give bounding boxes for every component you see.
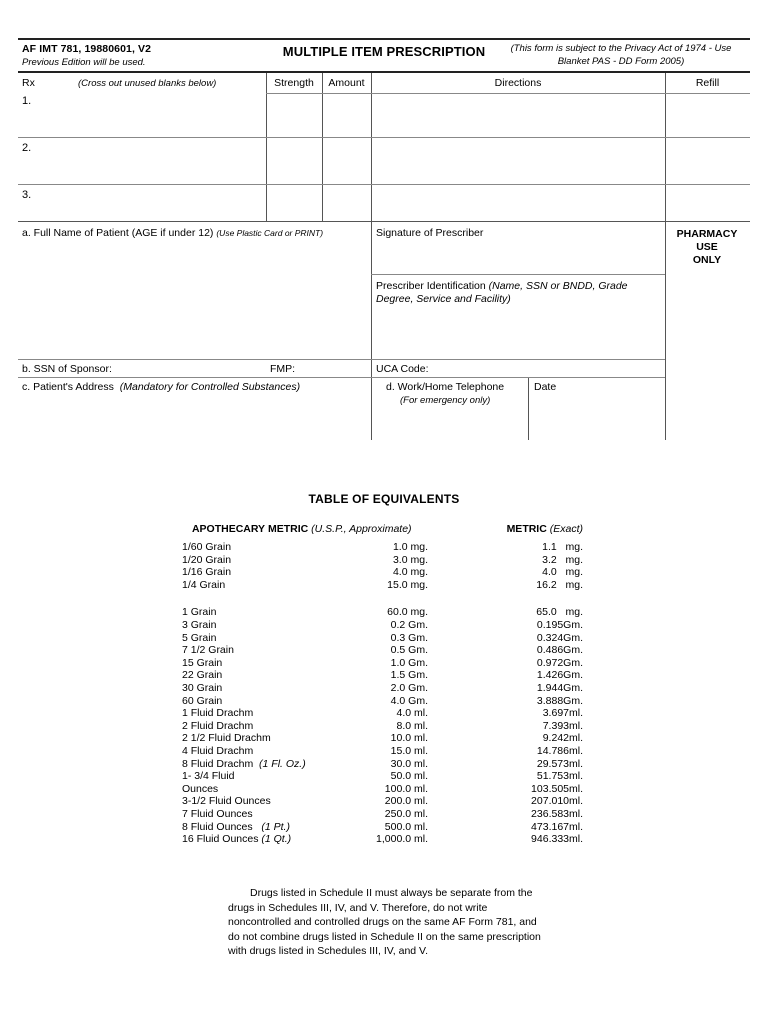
ssn-row-divider xyxy=(18,359,665,360)
patient-full-name-note: (Use Plastic Card or PRINT) xyxy=(216,228,324,238)
equivalents-row xyxy=(0,554,768,567)
equivalents-apothecary-value: 7 Fluid Ounces xyxy=(182,808,253,820)
equivalents-approximate-value: 60.0 mg. xyxy=(387,606,428,619)
column-header-amount: Amount xyxy=(328,77,365,89)
signature-of-prescriber-label: Signature of Prescriber xyxy=(376,227,484,239)
equivalents-exact-value: 65.0 mg. xyxy=(536,606,583,619)
equivalents-header-approx-bold: METRIC xyxy=(268,523,309,535)
col-divider-amount xyxy=(322,73,323,221)
equivalents-row xyxy=(0,669,768,682)
equivalents-apothecary-value: 8 Fluid Drachm (1 Fl. Oz.) xyxy=(182,757,306,770)
prescriber-identification-text: Prescriber Identification xyxy=(376,280,486,292)
equivalents-approximate-value: 200.0 ml. xyxy=(384,795,428,808)
equivalents-header-exact xyxy=(420,523,583,535)
equivalents-approximate-value: 1,000.0 ml. xyxy=(376,833,428,846)
rx-row-number-3: 3. xyxy=(22,189,32,201)
equivalents-approximate-value: 0.2 Gm. xyxy=(390,619,428,631)
equivalents-exact-value: 16.2 mg. xyxy=(536,578,583,591)
equivalents-exact-value: 1.426Gm. xyxy=(536,669,583,682)
equivalents-exact-value: 29.573ml. xyxy=(536,757,583,770)
signature-bottom-divider xyxy=(371,274,665,275)
rx-row-divider-1 xyxy=(18,137,750,138)
patient-address-note: (Mandatory for Controlled Substances) xyxy=(119,381,301,393)
col-divider-strength xyxy=(266,73,267,221)
equivalents-exact-value: 0.195Gm. xyxy=(536,619,583,631)
equivalents-row xyxy=(0,783,768,796)
equivalents-apothecary-value: 1 Grain xyxy=(182,606,217,619)
equivalents-apothecary-value: Ounces xyxy=(182,782,219,795)
rx-row-divider-2 xyxy=(18,184,750,185)
equivalents-approximate-value: 10.0 ml. xyxy=(390,732,428,745)
cross-out-note: (Cross out unused blanks below) xyxy=(78,78,217,89)
equivalents-exact-value: 207.010ml. xyxy=(531,795,583,808)
equivalents-row xyxy=(0,682,768,695)
address-row-divider xyxy=(18,377,665,378)
equivalents-apothecary-value: 2 1/2 Fluid Drachm xyxy=(182,732,271,745)
pharmacy-use-only-line-1: PHARMACY xyxy=(676,228,738,240)
prescriber-identification-note-1: (Name, SSN or BNDD, Grade xyxy=(488,280,628,292)
equivalents-approximate-value: 3.0 mg. xyxy=(392,553,428,566)
equivalents-exact-value: 103.505ml. xyxy=(531,782,583,795)
equivalents-approximate-value: 15.0 ml. xyxy=(390,745,428,757)
equivalents-exact-value: 3.2 mg. xyxy=(542,553,583,566)
equivalents-row xyxy=(0,619,768,632)
patient-full-name-text: a. Full Name of Patient (AGE if under 12) xyxy=(22,227,214,239)
equivalents-approximate-value: 1.0 mg. xyxy=(392,541,428,553)
equivalents-table xyxy=(0,523,768,853)
equivalents-apothecary-value: 22 Grain xyxy=(182,669,223,682)
equivalents-row xyxy=(0,758,768,771)
uca-code-label: UCA Code: xyxy=(376,363,429,375)
equivalents-apothecary-value: 15 Grain xyxy=(182,656,223,669)
telephone-label-text: d. Work/Home Telephone xyxy=(386,381,505,393)
equivalents-row xyxy=(0,657,768,670)
equivalents-exact-value: 946.333ml. xyxy=(531,833,583,846)
equivalents-exact-value: 4.0 mg. xyxy=(542,566,583,579)
telephone-note: (For emergency only) xyxy=(400,395,491,406)
equivalents-exact-value: 1.1 mg. xyxy=(542,541,583,553)
equivalents-exact-value: 236.583ml. xyxy=(531,808,583,820)
equivalents-header-exact-italic: (Exact) xyxy=(549,523,583,535)
equivalents-apothecary-value: 16 Fluid Ounces (1 Qt.) xyxy=(182,833,292,846)
equivalents-approximate-value: 4.0 ml. xyxy=(396,707,428,720)
patient-full-name-label xyxy=(22,227,323,240)
prescription-form xyxy=(18,38,750,440)
equivalents-row xyxy=(0,606,768,619)
equivalents-apothecary-value: 1/4 Grain xyxy=(182,578,226,591)
rx-header-underline xyxy=(266,93,750,94)
equivalents-row xyxy=(0,732,768,745)
equivalents-header-apothecary-text: APOTHECARY xyxy=(191,523,266,535)
equivalents-exact-value: 7.393ml. xyxy=(542,719,583,732)
col-divider-signature-left xyxy=(371,222,372,440)
equivalents-row xyxy=(0,795,768,808)
table-of-equivalents xyxy=(0,492,768,853)
equivalents-apothecary-value: 5 Grain xyxy=(182,631,217,644)
equivalents-row xyxy=(0,745,768,758)
equivalents-exact-value: 0.972Gm. xyxy=(536,656,583,669)
equivalents-approximate-value: 30.0 ml. xyxy=(390,757,428,770)
equivalents-exact-value: 14.786ml. xyxy=(536,745,583,757)
pharmacy-use-only-label xyxy=(664,228,750,267)
equivalents-exact-value: 473.167ml. xyxy=(531,820,583,833)
form-identifier: AF IMT 781, 19880601, V2 xyxy=(22,43,152,55)
page-title: MULTIPLE ITEM PRESCRIPTION xyxy=(282,44,486,59)
pharmacy-use-only-line-3: ONLY xyxy=(692,254,722,266)
equivalents-approximate-value: 100.0 ml. xyxy=(384,782,428,795)
equivalents-approximate-value: 8.0 ml. xyxy=(396,719,428,732)
equivalents-approximate-value: 4.0 Gm. xyxy=(390,694,428,707)
equivalents-exact-value: 9.242ml. xyxy=(542,732,583,745)
equivalents-apothecary-value: 1/16 Grain xyxy=(182,566,232,579)
equivalents-row xyxy=(0,541,768,554)
pharmacy-use-only-line-2: USE xyxy=(696,241,718,253)
equivalents-row xyxy=(0,808,768,821)
rx-label: Rx xyxy=(22,77,35,89)
equivalents-exact-value: 3.888Gm. xyxy=(536,694,583,707)
equivalents-row xyxy=(0,579,768,592)
equivalents-exact-value: 0.324Gm. xyxy=(536,631,583,644)
equivalents-exact-value: 0.486Gm. xyxy=(536,644,583,657)
telephone-label xyxy=(386,381,504,407)
equivalents-approximate-value: 2.0 Gm. xyxy=(390,682,428,694)
patient-prescriber-block xyxy=(18,222,750,440)
equivalents-approximate-value: 500.0 ml. xyxy=(384,820,428,833)
rx-row-number-2: 2. xyxy=(22,142,32,154)
schedule-ii-footnote: Drugs listed in Schedule II must always be separate from the drugs in Schedules III, IV, and V. Therefore, do not write noncontrolled and controlled drugs on the same AF Form 781, and do not combine drugs listed in Schedule II on the same prescription with drugs listed in Schedules III, IV, and V. xyxy=(228,887,541,958)
equivalents-row xyxy=(0,644,768,657)
equivalents-approximate-value: 4.0 mg. xyxy=(392,566,428,579)
equivalents-apothecary-value: 30 Grain xyxy=(182,682,223,694)
date-label: Date xyxy=(534,381,557,393)
equivalents-apothecary-value: 3-1/2 Fluid Ounces xyxy=(182,795,271,808)
equivalents-exact-value: 3.697ml. xyxy=(542,707,583,720)
equivalents-approximate-value: 0.5 Gm. xyxy=(390,644,428,657)
col-divider-directions xyxy=(371,73,372,221)
equivalents-row xyxy=(0,707,768,720)
equivalents-approximate-value: 250.0 ml. xyxy=(384,808,428,820)
column-header-directions: Directions xyxy=(494,77,542,89)
equivalents-apothecary-value: 1 Fluid Drachm xyxy=(182,707,254,720)
fmp-label: FMP: xyxy=(270,363,296,375)
previous-edition-note: Previous Edition will be used. xyxy=(22,57,146,68)
form-title-row xyxy=(18,40,750,71)
equivalents-apothecary-value: 4 Fluid Drachm xyxy=(182,745,254,757)
col-divider-date-left xyxy=(528,377,529,440)
equivalents-header-exact-bold: METRIC xyxy=(506,523,547,535)
equivalents-exact-value: 1.944Gm. xyxy=(536,682,583,694)
patient-address-label xyxy=(22,381,300,394)
equivalents-approximate-value: 1.5 Gm. xyxy=(390,669,428,682)
equivalents-exact-value: 51.753ml. xyxy=(536,770,583,783)
equivalents-row xyxy=(0,720,768,733)
equivalents-approximate-value: 15.0 mg. xyxy=(387,578,428,591)
equivalents-apothecary-value: 7 1/2 Grain xyxy=(182,644,234,657)
equivalents-row xyxy=(0,821,768,834)
rx-row-number-1: 1. xyxy=(22,95,32,107)
equivalents-row xyxy=(0,770,768,783)
equivalents-approximate-value: 1.0 Gm. xyxy=(390,656,428,669)
equivalents-apothecary-value: 1- 3/4 Fluid xyxy=(182,770,235,783)
equivalents-apothecary-value: 1/20 Grain xyxy=(182,553,232,566)
patient-address-text: c. Patient's Address xyxy=(22,381,114,393)
equivalents-approximate-value: 50.0 ml. xyxy=(390,770,428,783)
equivalents-row xyxy=(0,632,768,645)
ssn-of-sponsor-label: b. SSN of Sponsor: xyxy=(22,363,112,375)
equivalents-apothecary-value: 3 Grain xyxy=(182,619,217,631)
col-divider-refill xyxy=(665,73,666,221)
equivalents-row xyxy=(0,566,768,579)
equivalents-title: TABLE OF EQUIVALENTS xyxy=(308,492,460,506)
equivalents-apothecary-value: 2 Fluid Drachm xyxy=(182,719,254,732)
equivalents-approximate-value: 0.3 Gm. xyxy=(390,631,428,644)
prescriber-identification-note-2: Degree, Service and Facility) xyxy=(376,293,511,305)
column-header-strength: Strength xyxy=(274,77,314,89)
rx-table xyxy=(18,73,750,221)
equivalents-apothecary-value: 60 Grain xyxy=(182,694,223,707)
equivalents-row xyxy=(0,833,768,846)
column-header-refill: Refill xyxy=(695,77,720,89)
privacy-act-note: (This form is subject to the Privacy Act of 1974 - Use Blanket PAS - DD Form 2005) xyxy=(510,43,732,67)
equivalents-header-apothecary xyxy=(182,523,275,535)
equivalents-header-approx-italic: (U.S.P., Approximate) xyxy=(311,523,412,535)
prescriber-identification-label xyxy=(376,280,661,306)
equivalents-row xyxy=(0,695,768,708)
equivalents-apothecary-value: 1/60 Grain xyxy=(182,541,232,553)
equivalents-apothecary-value: 8 Fluid Ounces (1 Pt.) xyxy=(182,820,290,833)
